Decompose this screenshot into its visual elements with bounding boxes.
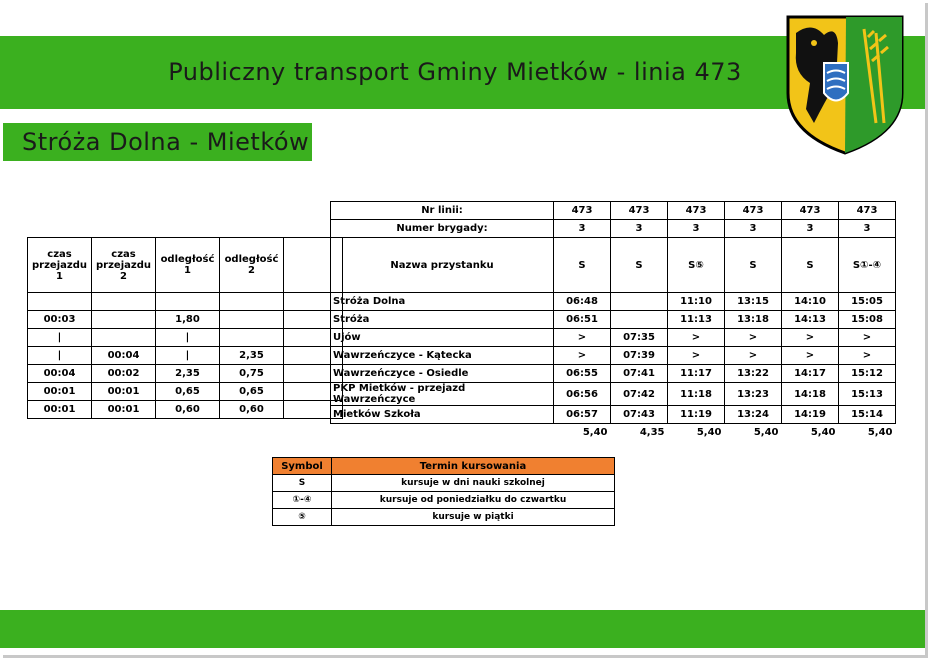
cell	[92, 311, 156, 329]
legend-symbol: ①-④	[273, 492, 332, 509]
cell	[92, 293, 156, 311]
departure-time: 07:41	[611, 365, 668, 383]
stop-name: PKP Mietków - przejazd Wawrzeńczyce	[331, 383, 554, 406]
departure-time: 15:12	[839, 365, 896, 383]
cell: |	[28, 347, 92, 365]
cell: 00:01	[28, 383, 92, 401]
cell: 0,65	[156, 383, 220, 401]
brigade-row	[331, 220, 896, 238]
departure-time: 15:13	[839, 383, 896, 406]
brigade-value: 3	[839, 220, 896, 238]
departure-time: 06:57	[554, 406, 611, 424]
stop-name-header: Nazwa przystanku	[331, 238, 554, 293]
table-row	[28, 311, 343, 329]
coat-of-arms-icon	[784, 13, 906, 157]
course-symbol: S	[725, 238, 782, 293]
stop-name: Mietków Szkoła	[331, 406, 554, 424]
total-distance: 4,35	[639, 427, 665, 438]
cell: 00:01	[28, 401, 92, 419]
legend-row	[273, 509, 615, 526]
stop-header-row	[331, 238, 896, 293]
cell: 0,65	[220, 383, 284, 401]
course-symbol: S	[554, 238, 611, 293]
header-czas-przejazdu-1: czas przejazdu 1	[28, 238, 92, 293]
line-value: 473	[782, 202, 839, 220]
stop-name: Stróża Dolna	[331, 293, 554, 311]
departure-time: 13:24	[725, 406, 782, 424]
departure-time: 11:19	[668, 406, 725, 424]
departure-time: >	[554, 347, 611, 365]
legend-desc: kursuje od poniedziałku do czwartku	[332, 492, 615, 509]
cell: |	[28, 329, 92, 347]
cell: |	[156, 347, 220, 365]
legend-table	[272, 457, 615, 526]
course-symbol: S	[611, 238, 668, 293]
cell: 00:01	[92, 401, 156, 419]
departure-time: 14:18	[782, 383, 839, 406]
departure-time: 11:18	[668, 383, 725, 406]
departure-time: >	[725, 347, 782, 365]
departure-time: >	[839, 329, 896, 347]
departure-time	[611, 293, 668, 311]
table-row	[331, 347, 896, 365]
travel-times-table	[27, 237, 343, 419]
departure-time: >	[782, 329, 839, 347]
line-label: Nr linii:	[331, 202, 554, 220]
departure-time: >	[782, 347, 839, 365]
total-distance: 5,40	[810, 427, 836, 438]
departure-time: >	[725, 329, 782, 347]
departure-time: 06:51	[554, 311, 611, 329]
page-title: Publiczny transport Gminy Mietków - linia 473	[168, 58, 742, 86]
total-distance: 5,40	[582, 427, 608, 438]
departure-time: 13:15	[725, 293, 782, 311]
departure-time	[611, 311, 668, 329]
total-distance: 5,40	[867, 427, 893, 438]
stop-name: Wawrzeńczyce - Kątecka	[331, 347, 554, 365]
brigade-value: 3	[554, 220, 611, 238]
brigade-value: 3	[668, 220, 725, 238]
departure-time: 13:18	[725, 311, 782, 329]
legend-row	[273, 475, 615, 492]
legend-symbol-header: Symbol	[273, 458, 332, 475]
distance-spacer	[331, 424, 554, 442]
departure-time: 07:35	[611, 329, 668, 347]
header-odleglosc-1: odległość 1	[156, 238, 220, 293]
departure-time: 07:42	[611, 383, 668, 406]
cell: 0,60	[220, 401, 284, 419]
departure-time: 15:05	[839, 293, 896, 311]
table-row	[28, 365, 343, 383]
cell	[92, 329, 156, 347]
cell: 00:02	[92, 365, 156, 383]
stop-name: Stróża	[331, 311, 554, 329]
line-value: 473	[668, 202, 725, 220]
departure-time: 07:39	[611, 347, 668, 365]
departure-time: >	[668, 329, 725, 347]
table-row	[331, 293, 896, 311]
departure-time: >	[839, 347, 896, 365]
legend-desc-header: Termin kursowania	[332, 458, 615, 475]
line-number-row	[331, 202, 896, 220]
table-row	[28, 347, 343, 365]
departure-time: 14:13	[782, 311, 839, 329]
brigade-value: 3	[782, 220, 839, 238]
departure-time: 06:56	[554, 383, 611, 406]
departure-time: 14:10	[782, 293, 839, 311]
course-symbol: S	[782, 238, 839, 293]
footer-band	[0, 610, 925, 648]
brigade-label: Numer brygady:	[331, 220, 554, 238]
brigade-value: 3	[725, 220, 782, 238]
course-symbol: S⑤	[668, 238, 725, 293]
table-row	[28, 401, 343, 419]
legend-symbol: ⑤	[273, 509, 332, 526]
cell: |	[156, 329, 220, 347]
line-value: 473	[611, 202, 668, 220]
line-value: 473	[725, 202, 782, 220]
table-row	[331, 365, 896, 383]
departure-time: 14:19	[782, 406, 839, 424]
legend-header	[273, 458, 615, 475]
cell: 00:01	[92, 383, 156, 401]
departure-time: >	[668, 347, 725, 365]
table-row	[331, 329, 896, 347]
timetable-table	[330, 201, 896, 441]
legend-desc: kursuje w dni nauki szkolnej	[332, 475, 615, 492]
departure-time: >	[554, 329, 611, 347]
cell: 00:04	[92, 347, 156, 365]
table-row	[331, 311, 896, 329]
distance-row	[331, 424, 896, 442]
cell: 00:03	[28, 311, 92, 329]
cell	[220, 293, 284, 311]
cell: 0,60	[156, 401, 220, 419]
stop-name: Ujów	[331, 329, 554, 347]
cell	[220, 311, 284, 329]
cell: 0,75	[220, 365, 284, 383]
table-row	[28, 383, 343, 401]
departure-time: 06:55	[554, 365, 611, 383]
departure-time: 07:43	[611, 406, 668, 424]
cell	[220, 329, 284, 347]
cell: 2,35	[220, 347, 284, 365]
departure-time: 06:48	[554, 293, 611, 311]
course-symbol: S①-④	[839, 238, 896, 293]
departure-time: 13:22	[725, 365, 782, 383]
departure-time: 13:23	[725, 383, 782, 406]
cell: 2,35	[156, 365, 220, 383]
cell	[156, 293, 220, 311]
legend-symbol: S	[273, 475, 332, 492]
header-czas-przejazdu-2: czas przejazdu 2	[92, 238, 156, 293]
table-row	[28, 293, 343, 311]
cell: 00:04	[28, 365, 92, 383]
legend-row	[273, 492, 615, 509]
departure-time: 14:17	[782, 365, 839, 383]
departure-time: 11:17	[668, 365, 725, 383]
legend-desc: kursuje w piątki	[332, 509, 615, 526]
table-row	[28, 329, 343, 347]
header-odleglosc-2: odległość 2	[220, 238, 284, 293]
stop-name: Wawrzeńczyce - Osiedle	[331, 365, 554, 383]
brigade-value: 3	[611, 220, 668, 238]
cell: 1,80	[156, 311, 220, 329]
total-distance: 5,40	[696, 427, 722, 438]
departure-time: 11:10	[668, 293, 725, 311]
line-value: 473	[554, 202, 611, 220]
cell	[28, 293, 92, 311]
total-distance: 5,40	[753, 427, 779, 438]
table-row	[331, 383, 896, 406]
departure-time: 11:13	[668, 311, 725, 329]
table-row	[331, 406, 896, 424]
departure-time: 15:08	[839, 311, 896, 329]
departure-time: 15:14	[839, 406, 896, 424]
route-title: Stróża Dolna - Mietków	[3, 123, 312, 161]
line-value: 473	[839, 202, 896, 220]
